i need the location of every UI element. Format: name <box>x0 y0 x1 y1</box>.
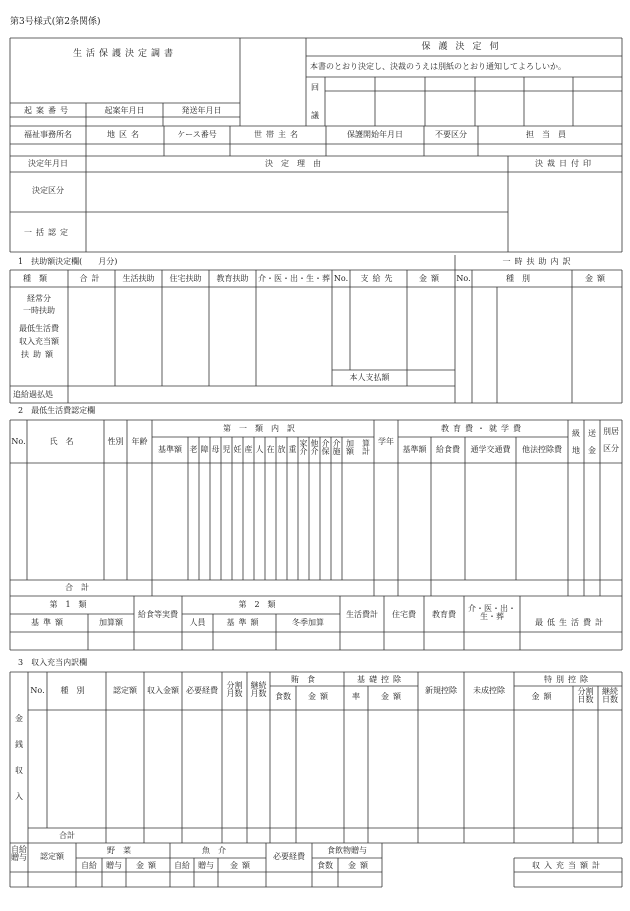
temp-col-amount: 金額 <box>585 274 609 283</box>
class2-people: 人員 <box>189 618 206 627</box>
sec3-col-expense: 必要経費 <box>186 686 218 695</box>
g1-care-insurance: 介 保 <box>321 439 330 457</box>
g1-pregnant: 妊 <box>233 445 242 454</box>
veg-self: 自給 <box>81 861 97 870</box>
g1-care-facility: 介 施 <box>332 439 341 457</box>
head-of-household-label: 世帯主名 <box>254 130 302 139</box>
side-char-4: 入 <box>15 792 23 801</box>
g1-addition-total: 加 算 額 計 <box>346 439 370 457</box>
class2-title: 第2類 <box>238 600 284 609</box>
fish-amount: 金額 <box>230 861 254 870</box>
sec1-col-total: 合計 <box>79 274 104 283</box>
class2-base: 基準額 <box>226 618 263 627</box>
basic-rate: 率 <box>352 692 360 701</box>
sec2-col-sex: 性別 <box>107 437 124 446</box>
side-char-1: 金 <box>15 714 23 723</box>
edu-deduction: 他法控除費 <box>522 445 562 454</box>
decision-category-label: 決定区分 <box>32 186 64 195</box>
income-applied-total: 収入充当額計 <box>532 861 604 870</box>
special-ded-group: 特別控除 <box>544 675 592 684</box>
g1-child: 児 <box>222 445 231 454</box>
g1-severe: 重 <box>288 445 297 454</box>
section1-title: 1 扶助額決定欄( 月分) <box>18 257 118 266</box>
sec3-col-approved: 認定額 <box>113 686 137 695</box>
class1-base: 基準額 <box>31 618 67 627</box>
meal-group: 賄食 <box>291 675 323 684</box>
sec2-col-grade-area: 級 地 <box>572 429 580 455</box>
basic-amount: 金額 <box>381 692 405 701</box>
class1-addition: 加算額 <box>99 618 123 627</box>
unneeded-class-label: 不要区分 <box>435 130 467 139</box>
row-regular: 経常分 <box>27 294 51 303</box>
fish-self: 自給 <box>174 861 190 870</box>
fish-gift: 贈与 <box>198 861 214 870</box>
row-min-living: 最低生活費 <box>19 324 59 333</box>
food-gift-group: 食飲物贈与 <box>327 846 367 855</box>
approval-title: 保護決定伺 <box>421 42 507 52</box>
approval-text: 本書のとおり決定し、決裁のうえは別紙のとおり通知してよろしいか。 <box>310 62 566 71</box>
meal-count: 食数 <box>275 692 291 701</box>
food-count: 食数 <box>317 861 333 870</box>
stamp-label: 決裁日付印 <box>535 159 595 168</box>
fish-group: 魚介 <box>202 846 234 855</box>
document-title: 生活保護決定調書 <box>72 49 177 59</box>
form-number: 第3号様式(第2条関係) <box>10 17 101 27</box>
sec2-col-name: 氏名 <box>49 437 82 446</box>
medical-cost: 介・医・出・ 生・葬 <box>468 604 516 622</box>
food-amount: 金額 <box>348 861 372 870</box>
veg-amount: 金額 <box>136 861 160 870</box>
sec3-col-cont-months: 継続 月数 <box>250 681 267 699</box>
sec3-col-kind: 種別 <box>60 686 93 695</box>
sec2-col-no: No. <box>11 437 26 446</box>
decision-date-label: 決定年月日 <box>28 159 68 168</box>
living-total: 生活費計 <box>346 610 378 619</box>
g1-home: 在 <box>266 445 275 454</box>
sec3-col-split-months: 分割 月数 <box>226 681 243 699</box>
sec1-col-type: 種類 <box>23 274 55 283</box>
office-label: 福祉事務所名 <box>24 130 72 139</box>
g1-other-care: 他 介 <box>310 439 319 457</box>
draft-date-label: 起案年月日 <box>104 106 145 115</box>
meal-actual-cost: 給食等実費 <box>138 610 178 619</box>
section2-title: 2 最低生活費認定欄 <box>18 406 96 415</box>
row-aid-amount: 扶助額 <box>21 350 57 359</box>
sec2-col-age: 年齢 <box>131 437 148 446</box>
special-amount: 金額 <box>531 692 556 701</box>
group1-title: 第一類内訳 <box>223 424 303 433</box>
row-income-applied: 収入充当額 <box>19 337 59 346</box>
decision-reason-label: 決定理由 <box>265 159 329 168</box>
veg-gift: 贈与 <box>106 861 122 870</box>
gift-expense: 必要経費 <box>273 852 305 861</box>
sec2-total-label: 合計 <box>65 583 97 592</box>
meal-amount: 金額 <box>308 692 332 701</box>
g1-base: 基準額 <box>158 445 182 454</box>
g1-old: 老 <box>189 445 198 454</box>
temp-aid-title: 一時扶助内訳 <box>502 257 575 266</box>
class2-winter: 冬季加算 <box>292 618 324 627</box>
sec1-col-amount: 金額 <box>419 274 443 283</box>
row-temporary: 一時扶助 <box>23 306 55 315</box>
unpaid-deduction: 未成控除 <box>473 686 505 695</box>
sec3-col-no: No. <box>30 686 45 695</box>
sec2-col-separate: 別居 区分 <box>603 427 619 453</box>
housing-cost: 住宅費 <box>392 610 416 619</box>
case-number-label: ケース番号 <box>177 130 217 139</box>
kairan-label-2: 議 <box>311 111 319 120</box>
sec2-col-remit: 送 金 <box>588 429 596 455</box>
district-label: 地区名 <box>107 130 143 139</box>
extra-payment-label: 追給過払処 <box>13 390 53 399</box>
sec3-total-label: 合計 <box>59 831 75 840</box>
sec1-col-no: No. <box>333 274 349 283</box>
side-char-3: 収 <box>15 766 23 775</box>
g1-person: 人 <box>255 445 264 454</box>
section3-title: 3 収入充当内訳欄 <box>18 658 88 667</box>
kairan-label-1: 回 <box>311 83 323 92</box>
gift-approved: 認定額 <box>40 852 64 861</box>
sec3-col-income: 収入金額 <box>147 686 179 695</box>
temp-col-no: No. <box>456 274 471 283</box>
g1-mother: 母 <box>211 445 220 454</box>
start-date-label: 保護開始年月日 <box>347 130 403 139</box>
veg-group: 野菜 <box>107 846 139 855</box>
edu-commute: 通学交通費 <box>470 445 511 454</box>
min-living-total: 最低生活費計 <box>535 618 607 627</box>
bulk-approval-label: 一括認定 <box>24 228 72 237</box>
special-split-days: 分割 日数 <box>577 687 594 705</box>
edu-group-title: 教育費・就学費 <box>441 424 525 433</box>
caseworker-label: 担当員 <box>526 130 574 139</box>
special-cont-days: 継続 日数 <box>602 687 618 705</box>
education-cost: 教育費 <box>432 610 456 619</box>
sec1-col-payee: 支給先 <box>360 274 397 283</box>
g1-radiation: 放 <box>277 445 286 454</box>
basic-ded-group: 基礎控除 <box>357 675 405 684</box>
draft-number-label: 起案番号 <box>24 106 72 115</box>
sec1-col-housing: 住宅扶助 <box>169 274 202 283</box>
class1-title: 第1類 <box>49 600 95 609</box>
sec1-col-education: 教育扶助 <box>216 274 249 283</box>
new-deduction: 新規控除 <box>425 686 457 695</box>
send-date-label: 発送年月日 <box>181 106 222 115</box>
g1-family-care: 家 介 <box>299 439 308 457</box>
edu-meal: 給食費 <box>436 445 460 454</box>
sec1-col-medical: 介・医・出・生・葬 <box>258 274 330 283</box>
side-char-2: 銭 <box>15 740 23 749</box>
g1-birth: 産 <box>244 445 253 454</box>
sec2-col-grade: 学年 <box>378 437 394 446</box>
g1-disabled: 障 <box>200 445 209 454</box>
temp-col-kind: 種別 <box>506 274 538 283</box>
self-payment-label: 本人支払額 <box>349 373 390 382</box>
gift-side-label: 自給 贈与 <box>11 845 27 863</box>
edu-base: 基準額 <box>402 445 427 454</box>
sec1-col-living: 生活扶助 <box>122 274 155 283</box>
